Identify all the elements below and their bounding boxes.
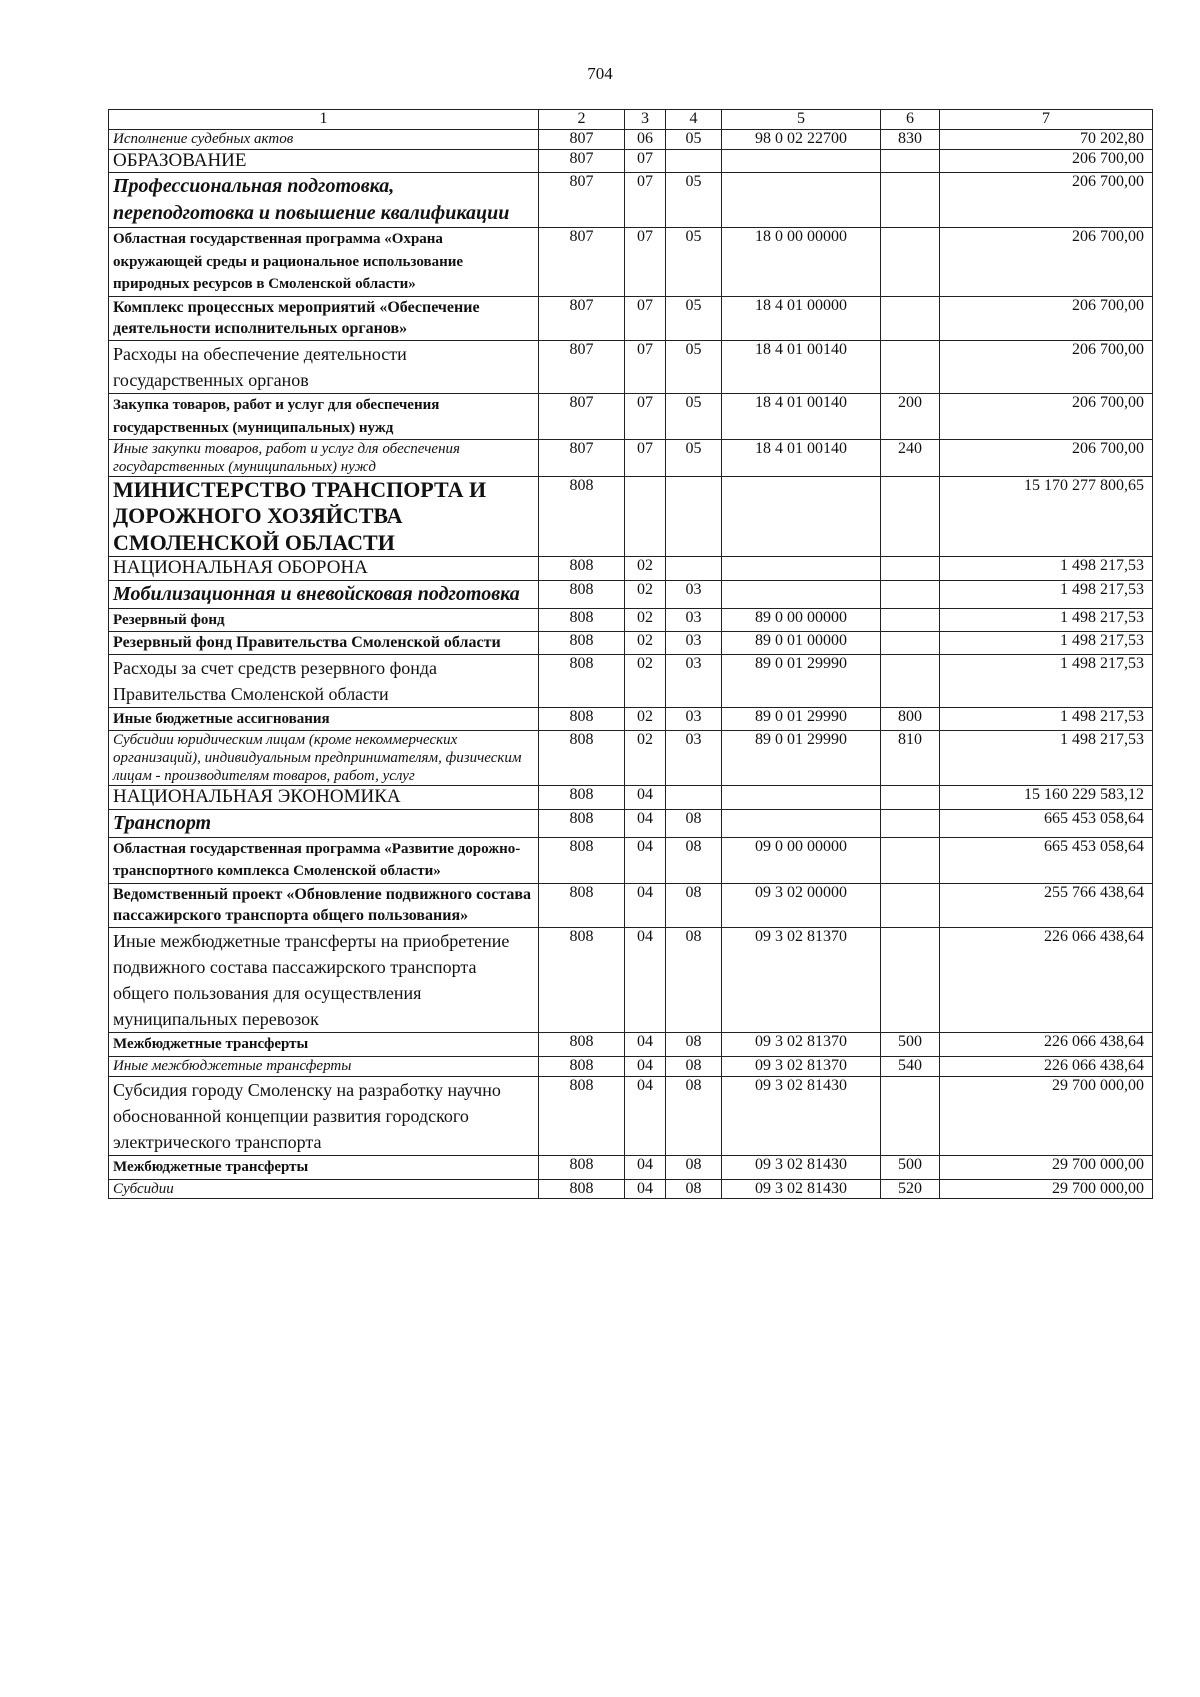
section-code-cell: 07 — [625, 149, 666, 172]
amount-cell: 226 066 438,64 — [940, 927, 1153, 1032]
subsection-code-cell: 05 — [666, 173, 722, 228]
amount-cell: 1 498 217,53 — [940, 632, 1153, 655]
table-header-row — [109, 110, 1153, 130]
target-article-cell: 18 4 01 00140 — [722, 394, 881, 440]
section-code-cell: 04 — [625, 883, 666, 927]
expense-type-cell: 810 — [881, 731, 940, 786]
target-article-cell: 18 0 00 00000 — [722, 228, 881, 297]
item-name-cell: Областная государственная программа «Развитие дорожно-транспортного комплекса Смоленской области» — [109, 837, 539, 883]
admin-code-cell: 808 — [539, 1156, 625, 1180]
expense-type-cell: 240 — [881, 440, 940, 477]
section-code-cell: 07 — [625, 173, 666, 228]
table-row — [109, 731, 1153, 786]
table-row — [109, 786, 1153, 809]
target-article-cell — [722, 809, 881, 837]
item-name-cell: Расходы на обеспечение деятельности государственных органов — [109, 340, 539, 393]
table-row — [109, 1076, 1153, 1155]
expense-type-cell: 520 — [881, 1179, 940, 1199]
admin-code-cell: 807 — [539, 129, 625, 149]
budget-table — [108, 109, 1153, 1199]
item-name-cell: Субсидия городу Смоленску на разработку научно обоснованной концепции развития городского электрического транспорта — [109, 1076, 539, 1155]
subsection-code-cell: 03 — [666, 580, 722, 608]
amount-cell: 206 700,00 — [940, 149, 1153, 172]
target-article-cell: 98 0 02 22700 — [722, 129, 881, 149]
table-row — [109, 340, 1153, 393]
expense-type-cell — [881, 632, 940, 655]
item-name-cell: Субсидии — [109, 1179, 539, 1199]
section-code-cell: 07 — [625, 296, 666, 340]
expense-type-cell — [881, 1076, 940, 1155]
amount-cell: 226 066 438,64 — [940, 1056, 1153, 1076]
section-code-cell: 02 — [625, 580, 666, 608]
amount-cell: 665 453 058,64 — [940, 809, 1153, 837]
amount-cell: 665 453 058,64 — [940, 837, 1153, 883]
section-code-cell: 04 — [625, 1156, 666, 1180]
table-row — [109, 1179, 1153, 1199]
table-row — [109, 394, 1153, 440]
admin-code-cell: 808 — [539, 557, 625, 580]
admin-code-cell: 808 — [539, 927, 625, 1032]
amount-cell: 29 700 000,00 — [940, 1179, 1153, 1199]
amount-cell: 206 700,00 — [940, 228, 1153, 297]
target-article-cell: 09 3 02 81430 — [722, 1179, 881, 1199]
subsection-code-cell: 05 — [666, 296, 722, 340]
subsection-code-cell: 08 — [666, 1056, 722, 1076]
target-article-cell: 18 4 01 00140 — [722, 440, 881, 477]
admin-code-cell: 808 — [539, 786, 625, 809]
amount-cell: 15 170 277 800,65 — [940, 477, 1153, 557]
section-code-cell: 04 — [625, 786, 666, 809]
section-code-cell: 02 — [625, 632, 666, 655]
section-code-cell: 07 — [625, 440, 666, 477]
expense-type-cell: 540 — [881, 1056, 940, 1076]
expense-type-cell — [881, 580, 940, 608]
target-article-cell: 09 3 02 00000 — [722, 883, 881, 927]
subsection-code-cell: 05 — [666, 394, 722, 440]
section-code-cell: 07 — [625, 394, 666, 440]
expense-type-cell — [881, 149, 940, 172]
table-row — [109, 608, 1153, 632]
section-code-cell — [625, 477, 666, 557]
amount-cell: 206 700,00 — [940, 394, 1153, 440]
section-code-cell: 02 — [625, 557, 666, 580]
target-article-cell: 09 3 02 81430 — [722, 1156, 881, 1180]
target-article-cell: 89 0 01 00000 — [722, 632, 881, 655]
expense-type-cell — [881, 477, 940, 557]
table-row — [109, 632, 1153, 655]
admin-code-cell: 807 — [539, 340, 625, 393]
section-code-cell: 02 — [625, 654, 666, 707]
target-article-cell: 09 3 02 81430 — [722, 1076, 881, 1155]
section-code-cell: 04 — [625, 809, 666, 837]
item-name-cell: Резервный фонд Правительства Смоленской области — [109, 632, 539, 655]
expense-type-cell — [881, 608, 940, 632]
admin-code-cell: 807 — [539, 149, 625, 172]
item-name-cell: Межбюджетные трансферты — [109, 1033, 539, 1057]
expense-type-cell: 830 — [881, 129, 940, 149]
subsection-code-cell — [666, 557, 722, 580]
expense-type-cell — [881, 883, 940, 927]
amount-cell: 206 700,00 — [940, 173, 1153, 228]
amount-cell: 1 498 217,53 — [940, 557, 1153, 580]
admin-code-cell: 808 — [539, 654, 625, 707]
admin-code-cell: 808 — [539, 1033, 625, 1057]
table-row — [109, 1156, 1153, 1180]
admin-code-cell: 808 — [539, 837, 625, 883]
expense-type-cell: 500 — [881, 1033, 940, 1057]
admin-code-cell: 808 — [539, 1056, 625, 1076]
admin-code-cell: 808 — [539, 477, 625, 557]
item-name-cell: Закупка товаров, работ и услуг для обеспечения государственных (муниципальных) нужд — [109, 394, 539, 440]
section-code-cell: 04 — [625, 1076, 666, 1155]
table-row — [109, 477, 1153, 557]
item-name-cell: Иные закупки товаров, работ и услуг для обеспечения государственных (муниципальных) нужд — [109, 440, 539, 477]
target-article-cell: 18 4 01 00140 — [722, 340, 881, 393]
subsection-code-cell: 08 — [666, 927, 722, 1032]
target-article-cell — [722, 477, 881, 557]
table-row — [109, 296, 1153, 340]
target-article-cell: 89 0 00 00000 — [722, 608, 881, 632]
subsection-code-cell — [666, 477, 722, 557]
admin-code-cell: 808 — [539, 883, 625, 927]
target-article-cell: 89 0 01 29990 — [722, 654, 881, 707]
header-cell: 7 — [940, 110, 1153, 130]
item-name-cell: Мобилизационная и вневойсковая подготовка — [109, 580, 539, 608]
section-code-cell: 07 — [625, 340, 666, 393]
target-article-cell: 09 0 00 00000 — [722, 837, 881, 883]
subsection-code-cell — [666, 149, 722, 172]
subsection-code-cell: 05 — [666, 228, 722, 297]
item-name-cell: Иные бюджетные ассигнования — [109, 707, 539, 731]
amount-cell: 70 202,80 — [940, 129, 1153, 149]
item-name-cell: ОБРАЗОВАНИЕ — [109, 149, 539, 172]
admin-code-cell: 807 — [539, 173, 625, 228]
target-article-cell: 89 0 01 29990 — [722, 707, 881, 731]
admin-code-cell: 808 — [539, 809, 625, 837]
expense-type-cell — [881, 296, 940, 340]
expense-type-cell — [881, 786, 940, 809]
amount-cell: 1 498 217,53 — [940, 608, 1153, 632]
table-row — [109, 580, 1153, 608]
table-body — [109, 110, 1153, 1199]
table-row — [109, 883, 1153, 927]
subsection-code-cell: 08 — [666, 883, 722, 927]
target-article-cell: 18 4 01 00000 — [722, 296, 881, 340]
subsection-code-cell: 03 — [666, 632, 722, 655]
section-code-cell: 04 — [625, 1179, 666, 1199]
item-name-cell: Субсидии юридическим лицам (кроме некоммерческих организаций), индивидуальным предпринимателям, физическим лицам - производителям товаров, работ, услуг — [109, 731, 539, 786]
section-code-cell: 06 — [625, 129, 666, 149]
admin-code-cell: 807 — [539, 228, 625, 297]
admin-code-cell: 808 — [539, 1179, 625, 1199]
table-row — [109, 557, 1153, 580]
target-article-cell — [722, 786, 881, 809]
admin-code-cell: 807 — [539, 394, 625, 440]
target-article-cell: 89 0 01 29990 — [722, 731, 881, 786]
subsection-code-cell: 08 — [666, 1156, 722, 1180]
expense-type-cell: 500 — [881, 1156, 940, 1180]
header-cell: 4 — [666, 110, 722, 130]
page-number: 704 — [587, 64, 613, 83]
expense-type-cell: 200 — [881, 394, 940, 440]
admin-code-cell: 807 — [539, 440, 625, 477]
amount-cell: 206 700,00 — [940, 440, 1153, 477]
expense-type-cell: 800 — [881, 707, 940, 731]
table-row — [109, 654, 1153, 707]
section-code-cell: 07 — [625, 228, 666, 297]
subsection-code-cell: 03 — [666, 608, 722, 632]
amount-cell: 1 498 217,53 — [940, 731, 1153, 786]
item-name-cell: Иные межбюджетные трансферты на приобретение подвижного состава пассажирского транспорта общего пользования для осуществления муниципальных перевозок — [109, 927, 539, 1032]
subsection-code-cell — [666, 786, 722, 809]
amount-cell: 226 066 438,64 — [940, 1033, 1153, 1057]
table-row — [109, 173, 1153, 228]
subsection-code-cell: 03 — [666, 707, 722, 731]
amount-cell: 1 498 217,53 — [940, 654, 1153, 707]
target-article-cell — [722, 149, 881, 172]
section-code-cell: 02 — [625, 707, 666, 731]
amount-cell: 255 766 438,64 — [940, 883, 1153, 927]
item-name-cell: Резервный фонд — [109, 608, 539, 632]
table-row — [109, 1056, 1153, 1076]
expense-type-cell — [881, 173, 940, 228]
amount-cell: 1 498 217,53 — [940, 707, 1153, 731]
header-cell: 1 — [109, 110, 539, 130]
subsection-code-cell: 08 — [666, 1179, 722, 1199]
table-row — [109, 149, 1153, 172]
subsection-code-cell: 08 — [666, 1033, 722, 1057]
subsection-code-cell: 03 — [666, 654, 722, 707]
item-name-cell: Транспорт — [109, 809, 539, 837]
table-row — [109, 809, 1153, 837]
table-row — [109, 1033, 1153, 1057]
amount-cell: 206 700,00 — [940, 296, 1153, 340]
target-article-cell — [722, 173, 881, 228]
admin-code-cell: 807 — [539, 296, 625, 340]
amount-cell: 206 700,00 — [940, 340, 1153, 393]
admin-code-cell: 808 — [539, 632, 625, 655]
expense-type-cell — [881, 557, 940, 580]
amount-cell: 29 700 000,00 — [940, 1156, 1153, 1180]
subsection-code-cell: 05 — [666, 129, 722, 149]
amount-cell: 29 700 000,00 — [940, 1076, 1153, 1155]
admin-code-cell: 808 — [539, 707, 625, 731]
table-row — [109, 129, 1153, 149]
expense-type-cell — [881, 837, 940, 883]
item-name-cell: Областная государственная программа «Охрана окружающей среды и рациональное использование природных ресурсов в Смоленской области» — [109, 228, 539, 297]
target-article-cell: 09 3 02 81370 — [722, 1033, 881, 1057]
target-article-cell: 09 3 02 81370 — [722, 1056, 881, 1076]
table-row — [109, 837, 1153, 883]
section-code-cell: 04 — [625, 837, 666, 883]
item-name-cell: Межбюджетные трансферты — [109, 1156, 539, 1180]
subsection-code-cell: 08 — [666, 837, 722, 883]
subsection-code-cell: 08 — [666, 809, 722, 837]
section-code-cell: 02 — [625, 608, 666, 632]
item-name-cell: Комплекс процессных мероприятий «Обеспечение деятельности исполнительных органов» — [109, 296, 539, 340]
header-cell: 5 — [722, 110, 881, 130]
item-name-cell: Иные межбюджетные трансферты — [109, 1056, 539, 1076]
expense-type-cell — [881, 927, 940, 1032]
target-article-cell — [722, 580, 881, 608]
table-row — [109, 440, 1153, 477]
item-name-cell: НАЦИОНАЛЬНАЯ ЭКОНОМИКА — [109, 786, 539, 809]
item-name-cell: Исполнение судебных актов — [109, 129, 539, 149]
table-row — [109, 228, 1153, 297]
target-article-cell — [722, 557, 881, 580]
section-code-cell: 04 — [625, 1056, 666, 1076]
section-code-cell: 02 — [625, 731, 666, 786]
expense-type-cell — [881, 654, 940, 707]
subsection-code-cell: 05 — [666, 440, 722, 477]
subsection-code-cell: 03 — [666, 731, 722, 786]
header-cell: 6 — [881, 110, 940, 130]
admin-code-cell: 808 — [539, 608, 625, 632]
admin-code-cell: 808 — [539, 580, 625, 608]
amount-cell: 1 498 217,53 — [940, 580, 1153, 608]
item-name-cell: Ведомственный проект «Обновление подвижного состава пассажирского транспорта общего пользования» — [109, 883, 539, 927]
table-row — [109, 707, 1153, 731]
table-row — [109, 927, 1153, 1032]
expense-type-cell — [881, 228, 940, 297]
item-name-cell: Расходы за счет средств резервного фонда Правительства Смоленской области — [109, 654, 539, 707]
section-code-cell: 04 — [625, 1033, 666, 1057]
item-name-cell: МИНИСТЕРСТВО ТРАНСПОРТА И ДОРОЖНОГО ХОЗЯЙСТВА СМОЛЕНСКОЙ ОБЛАСТИ — [109, 477, 539, 557]
target-article-cell: 09 3 02 81370 — [722, 927, 881, 1032]
item-name-cell: Профессиональная подготовка, переподготовка и повышение квалификации — [109, 173, 539, 228]
section-code-cell: 04 — [625, 927, 666, 1032]
header-cell: 2 — [539, 110, 625, 130]
expense-type-cell — [881, 809, 940, 837]
item-name-cell: НАЦИОНАЛЬНАЯ ОБОРОНА — [109, 557, 539, 580]
admin-code-cell: 808 — [539, 731, 625, 786]
amount-cell: 15 160 229 583,12 — [940, 786, 1153, 809]
expense-type-cell — [881, 340, 940, 393]
admin-code-cell: 808 — [539, 1076, 625, 1155]
subsection-code-cell: 05 — [666, 340, 722, 393]
subsection-code-cell: 08 — [666, 1076, 722, 1155]
header-cell: 3 — [625, 110, 666, 130]
